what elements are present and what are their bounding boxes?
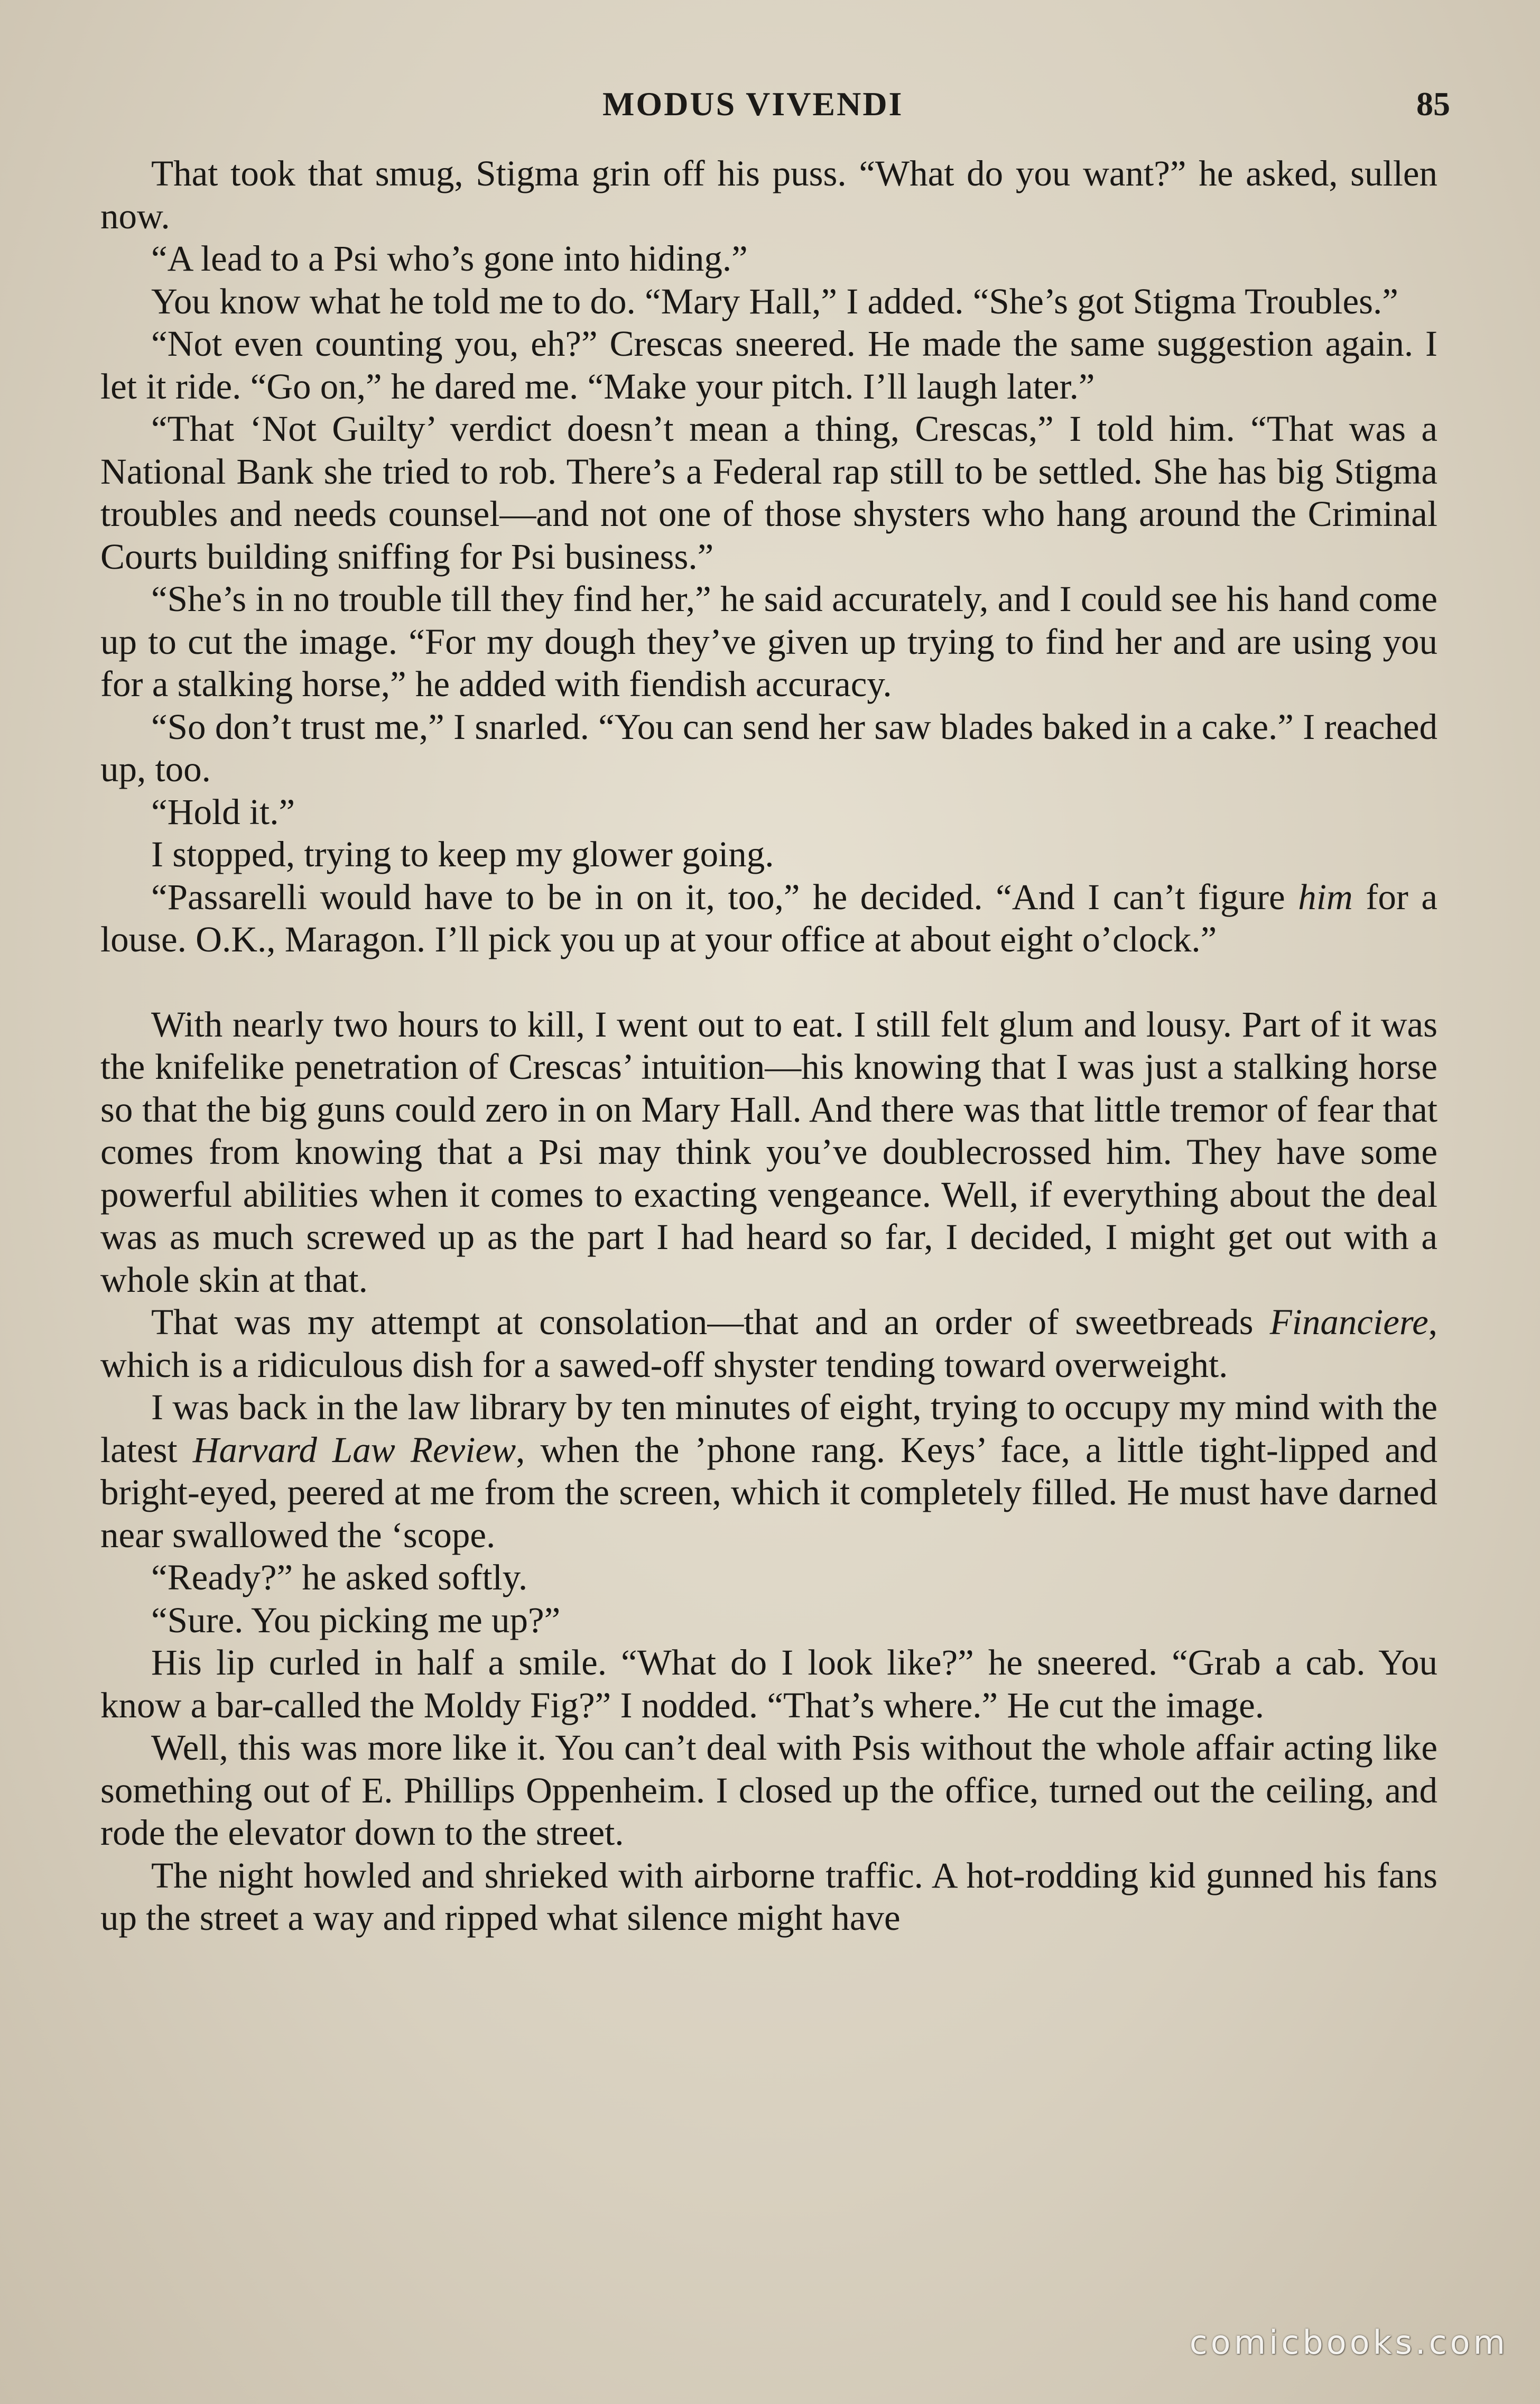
paragraph: “Passarelli would have to be in on it, too,” he decided. “And I can’t figure him for a louse. O.K., Maragon. I’ll pick you up at your office at about eight o’clock.” xyxy=(100,876,1437,959)
italic-emphasis: him xyxy=(1298,876,1353,917)
paragraph: “Sure. You picking me up?” xyxy=(151,1599,561,1640)
paragraph: With nearly two hours to kill, I went out to eat. I still felt glum and lousy. Part of it was the knifelike penetration of Crescas’ intuition—his knowing that I was just a stalking horse so that the big guns could zero in on Mary Hall. And there was that little tremor of fear that comes from knowing that a Psi may think you’ve doublecrossed him. They have some powerful abilities when it comes to exacting vengeance. Well, if everything about the deal was as much screwed up as the part I had heard so far, I decided, I might get out with a whole skin at that. xyxy=(100,1004,1437,1300)
paragraph: “That ‘Not Guilty’ verdict doesn’t mean a thing, Crescas,” I told him. “That was a National Bank she tried to rob. There’s a Federal rap still to be settled. She has big Stigma troubles and needs counsel—and not one of those shysters who hang around the Criminal Courts building sniffing for Psi business.” xyxy=(100,409,1437,577)
watermark-logo: comicbooks.com xyxy=(1189,2323,1508,2362)
paragraph: You know what he told me to do. “Mary Hall,” I added. “She’s got Stigma Troubles.” xyxy=(151,281,1398,321)
paragraph: “Ready?” he asked softly. xyxy=(151,1557,528,1597)
paragraph: “She’s in no trouble till they find her,” he said accurately, and I could see his hand come up to cut the image. “For my dough they’ve given up trying to find her and are using you for a stalking horse,” he added with fiendish accuracy. xyxy=(100,579,1437,704)
paragraph: I was back in the law library by ten minutes of eight, trying to occupy my mind with the latest Harvard Law Review, when the ’phone rang. Keys’ face, a little tight-lipped and bright-eyed, peered at me from the screen, which it completely filled. He must have darned near swallowed the ‘scope. xyxy=(100,1387,1437,1555)
italic-title: Harvard Law Review xyxy=(192,1429,516,1470)
paragraph: “So don’t trust me,” I snarled. “You can send her saw blades baked in a cake.” I reached up, too. xyxy=(100,706,1437,789)
paragraph: Well, this was more like it. You can’t deal with Psis without the whole affair acting like something out of E. Phillips Oppenheim. I closed up the office, turned out the ceiling, and rode the elevator down to the street. xyxy=(100,1727,1437,1853)
section-one xyxy=(100,152,1437,961)
paragraph: “A lead to a Psi who’s gone into hiding.” xyxy=(151,238,748,279)
page-number: 85 xyxy=(1416,85,1450,123)
paragraph: “Not even counting you, eh?” Crescas sneered. He made the same suggestion again. I let it ride. “Go on,” he dared me. “Make your pitch. I’ll laugh later.” xyxy=(100,323,1437,406)
paragraph: That was my attempt at consolation—that and an order of sweetbreads Financiere, which is a ridiculous dish for a sawed-off shyster tending toward overweight. xyxy=(100,1302,1437,1385)
body-text xyxy=(100,152,1437,1939)
running-head: MODUS VIVENDI xyxy=(602,85,904,123)
section-two xyxy=(100,1003,1437,1939)
italic-emphasis: Financiere xyxy=(1269,1302,1428,1342)
section-break xyxy=(100,961,1437,1003)
paragraph: The night howled and shrieked with airborne traffic. A hot-rodding kid gunned his fans up the street a way and ripped what silence might have xyxy=(100,1855,1437,1938)
paragraph: I stopped, trying to keep my glower going. xyxy=(151,834,774,874)
paragraph: That took that smug, Stigma grin off his puss. “What do you want?” he asked, sullen now. xyxy=(100,153,1437,236)
paragraph: “Hold it.” xyxy=(151,791,295,832)
paragraph: His lip curled in half a smile. “What do I look like?” he sneered. “Grab a cab. You know a bar-called the Moldy Fig?” I nodded. “That’s where.” He cut the image. xyxy=(100,1642,1437,1725)
